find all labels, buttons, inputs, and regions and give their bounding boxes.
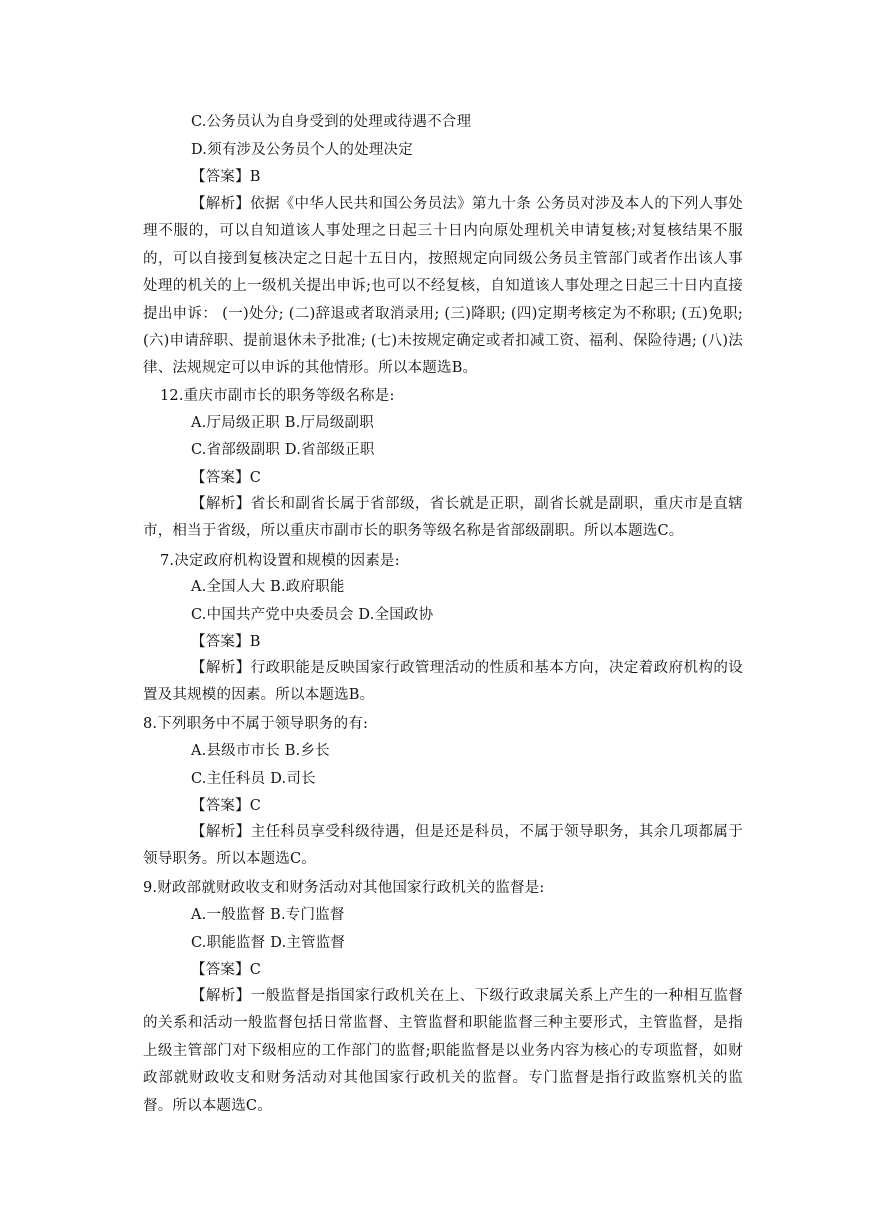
explanation: 【解析】省长和副省长属于省部级，省长就是正职，副省长就是副职，重庆市是直辖市，相当于省级，所以重庆市副市长的职务等级名称是省部级副职。所以本题选C。 [143,496,743,540]
question-options-cd: C.省部级副职 D.省部级正职 [191,442,375,458]
question-stem: 9.财政部就财政收支和财务活动对其他国家行政机关的监督是: [143,880,545,896]
question-options-ab: A.一般监督 B.专门监督 [191,907,345,923]
explanation: 【解析】依据《中华人民共和国公务员法》第九十条 公务员对涉及本人的下列人事处理不服的，可以自知道该人事处理之日起三十日内向原处理机关申请复核;对复核结果不服的，可以自接到复核决定之日起十五日内，按照规定向同级公务员主管部门或者作出该人事处理的机关的上一级机关提出申诉;也可以不经复核，自知道该人事处理之日起三十日内直接提出申诉： (一)处分; (二)辞退或者取消录用; (三)降职; (四)定期考核定为不称职; (五)免职; (六)申请辞职、提前退休未予批准; (七)未按规定确定或者扣减工资、福利、保险待遇; (八)法律、法规规定可以申诉的其他情形。所以本题选B。 [143,196,743,377]
question-options-ab: A.厅局级正职 B.厅局级副职 [191,415,374,431]
question-stem: 7.决定政府机构设置和规模的因素是: [160,553,400,569]
explanation: 【解析】一般监督是指国家行政机关在上、下级行政隶属关系上产生的一种相互监督的关系和活动一般监督包括日常监督、主管监督和职能监督三种主要形式，主管监督，是指上级主管部门对下级相应的工作部门的监督;职能监督是以业务内容为核心的专项监督，如财政部就财政收支和财务活动对其他国家行政机关的监督。专门监督是指行政监察机关的监督。所以本题选C。 [143,988,743,1114]
question-options-ab: A.县级市市长 B.乡长 [191,743,330,759]
question-stem: 8.下列职务中不属于领导职务的有: [143,716,369,732]
answer: 【答案】C [191,962,262,978]
explanation: 【解析】主任科员享受科级待遇，但是还是科员，不属于领导职务，其余几项都属于领导职务。所以本题选C。 [143,824,743,868]
question-options-cd: C.主任科员 D.司长 [191,771,316,787]
question-options-cd: C.中国共产党中央委员会 D.全国政协 [191,607,434,623]
answer: 【答案】C [191,470,262,486]
question-options-cd: C.职能监督 D.主管监督 [191,935,346,951]
question-stem: 12.重庆市副市长的职务等级名称是: [160,388,395,404]
explanation: 【解析】行政职能是反映国家行政管理活动的性质和基本方向，决定着政府机构的设置及其规模的因素。所以本题选B。 [143,660,743,704]
question-options-ab: A.全国人大 B.政府职能 [191,579,345,595]
answer: 【答案】B [191,634,261,650]
answer: 【答案】C [191,798,262,814]
option-d: D.须有涉及公务员个人的处理决定 [191,142,413,158]
answer: 【答案】B [191,169,261,185]
option-c: C.公务员认为自身受到的处理或待遇不合理 [191,114,472,130]
